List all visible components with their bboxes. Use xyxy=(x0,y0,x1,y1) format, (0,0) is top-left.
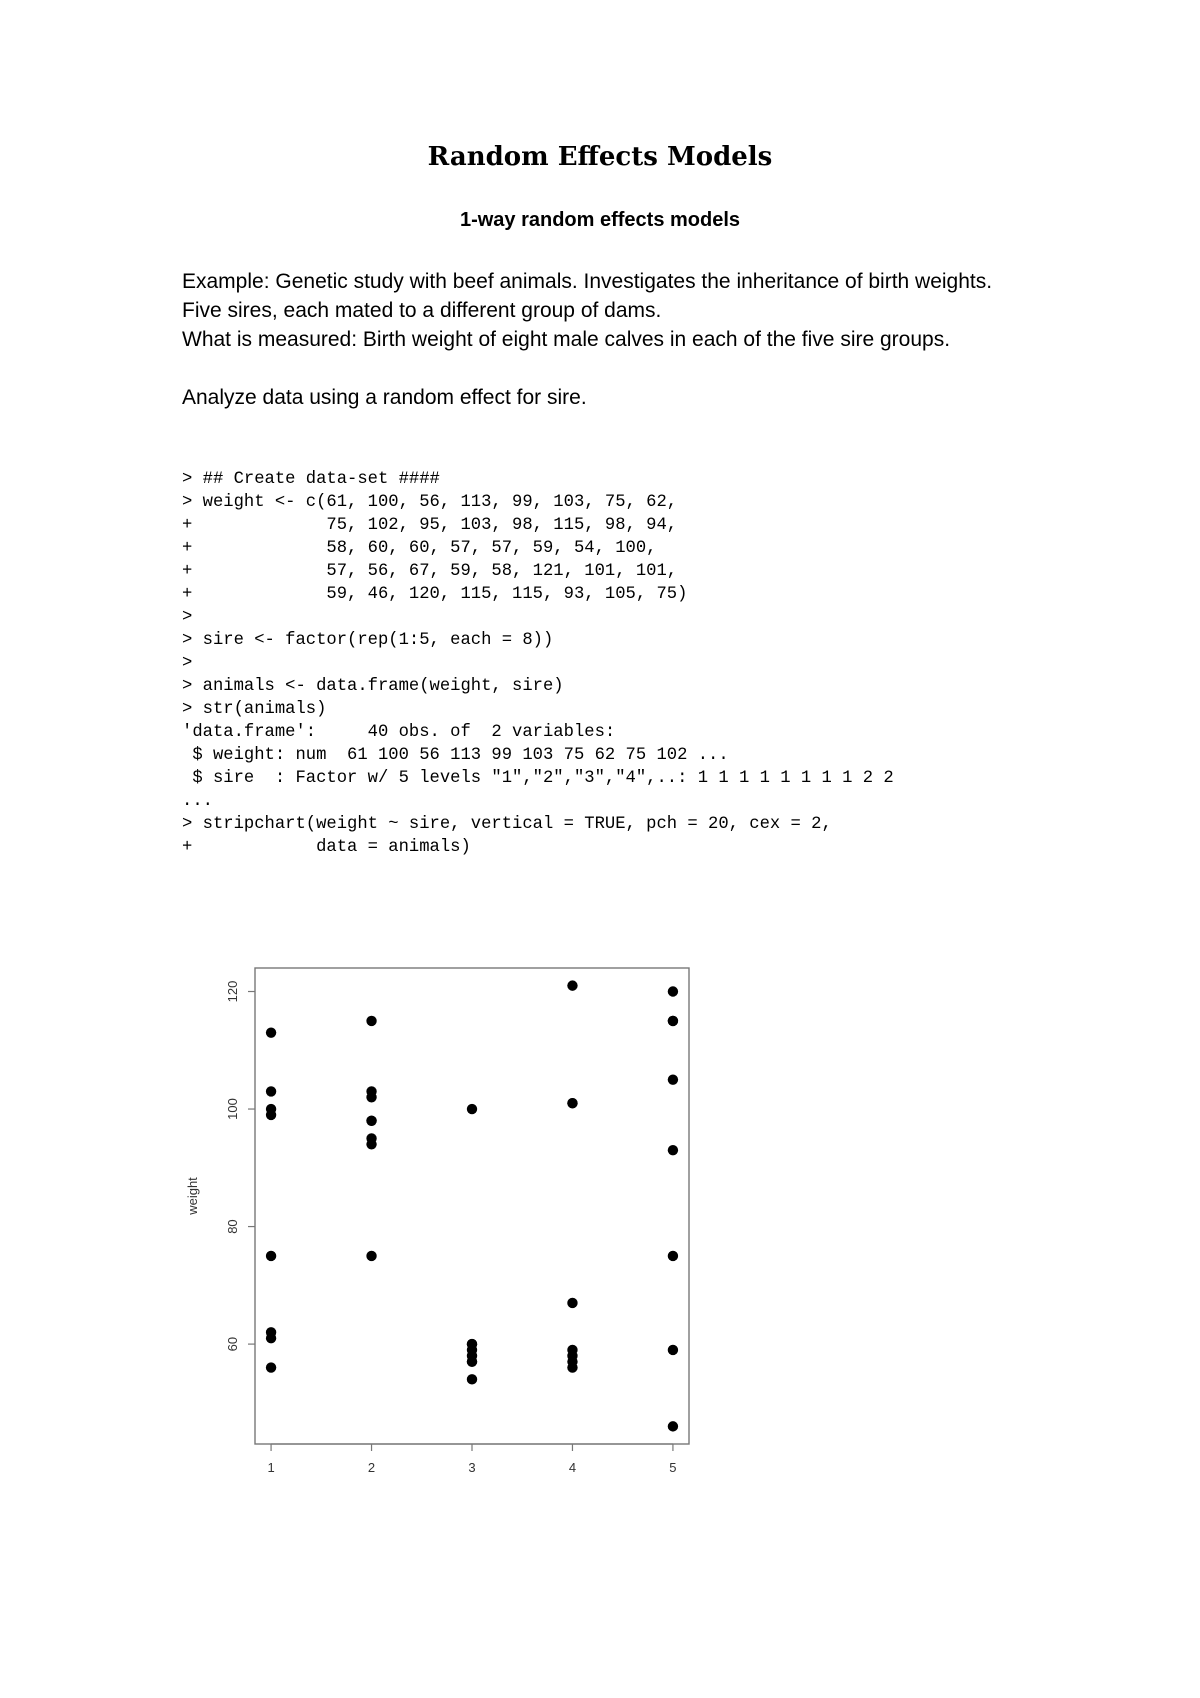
data-point xyxy=(366,1116,376,1126)
y-tick-label: 80 xyxy=(225,1219,240,1234)
data-point xyxy=(668,986,678,996)
y-tick-label: 120 xyxy=(225,980,240,1003)
y-axis xyxy=(225,981,255,1352)
data-point xyxy=(366,1139,376,1149)
data-point xyxy=(668,1145,678,1155)
y-tick-label: 60 xyxy=(225,1336,240,1352)
example-paragraph: Example: Genetic study with beef animals. Investigates the inheritance of birth weights. xyxy=(182,270,993,293)
sires-paragraph: Five sires, each mated to a different group of dams. xyxy=(182,299,662,322)
data-point xyxy=(567,1362,577,1372)
data-point xyxy=(567,1098,577,1108)
data-point xyxy=(668,1016,678,1026)
plot-frame xyxy=(255,968,689,1444)
intro-text xyxy=(182,267,1022,412)
data-point xyxy=(467,1374,477,1384)
data-point xyxy=(567,1298,577,1308)
measured-paragraph: What is measured: Birth weight of eight male calves in each of the five sire groups. xyxy=(182,328,951,351)
data-point xyxy=(266,1110,276,1120)
data-point xyxy=(366,1251,376,1261)
data-point xyxy=(266,1251,276,1261)
r-code-block: > ## Create data-set #### > weight <- c(61, 100, 56, 113, 99, 103, 75, 62, + 75, 102, 95, 103, 98, 115, 98, 94, + 58, 60, 60, 57, 57, 59, 54, 100, + 57, 56, 67, 59, 58, 121, 101, 101, + 59, 46, 120, 115, 115, 93, 105, 75) > > sire <- factor(rep(1:5, each = 8)) > > animals <- data.frame(weight, sire) > str(animals) 'data.frame': 40 obs. of 2 variables: $ weight: num 61 100 56 113 99 103 75 62 75 102 ... $ sire : Factor w/ 5 levels "1","2","3","4",..: 1 1 1 1 1 1 1 1 2 2 ... > stripchart(weight ~ sire, vertical = TRUE, pch = 20, cex = 2, + data = animals) xyxy=(182,470,894,857)
x-tick-label: 4 xyxy=(568,1460,577,1475)
y-tick-label: 100 xyxy=(225,1098,240,1120)
document-subtitle: 1-way random effects models xyxy=(459,209,741,231)
data-point xyxy=(668,1421,678,1431)
data-point xyxy=(668,1251,678,1261)
document-title: Random Effects Models xyxy=(427,142,773,172)
x-tick-label: 2 xyxy=(367,1460,376,1475)
x-tick-label: 5 xyxy=(669,1460,677,1475)
analyze-paragraph: Analyze data using a random effect for sire. xyxy=(182,386,587,409)
stripchart xyxy=(170,940,710,1480)
data-point xyxy=(266,1327,276,1337)
x-axis xyxy=(267,1444,676,1475)
x-tick-label: 1 xyxy=(267,1460,275,1475)
data-points xyxy=(266,980,678,1431)
data-point xyxy=(266,1027,276,1037)
data-point xyxy=(366,1086,376,1096)
data-point xyxy=(467,1357,477,1367)
data-point xyxy=(567,1351,577,1361)
data-point xyxy=(668,1074,678,1084)
data-point xyxy=(467,1345,477,1355)
data-point xyxy=(467,1104,477,1114)
data-point xyxy=(366,1016,376,1026)
data-point xyxy=(266,1362,276,1372)
data-point xyxy=(668,1345,678,1355)
data-point xyxy=(567,980,577,990)
y-axis-label: weight xyxy=(185,1177,200,1215)
x-tick-label: 3 xyxy=(468,1460,476,1475)
data-point xyxy=(266,1086,276,1096)
